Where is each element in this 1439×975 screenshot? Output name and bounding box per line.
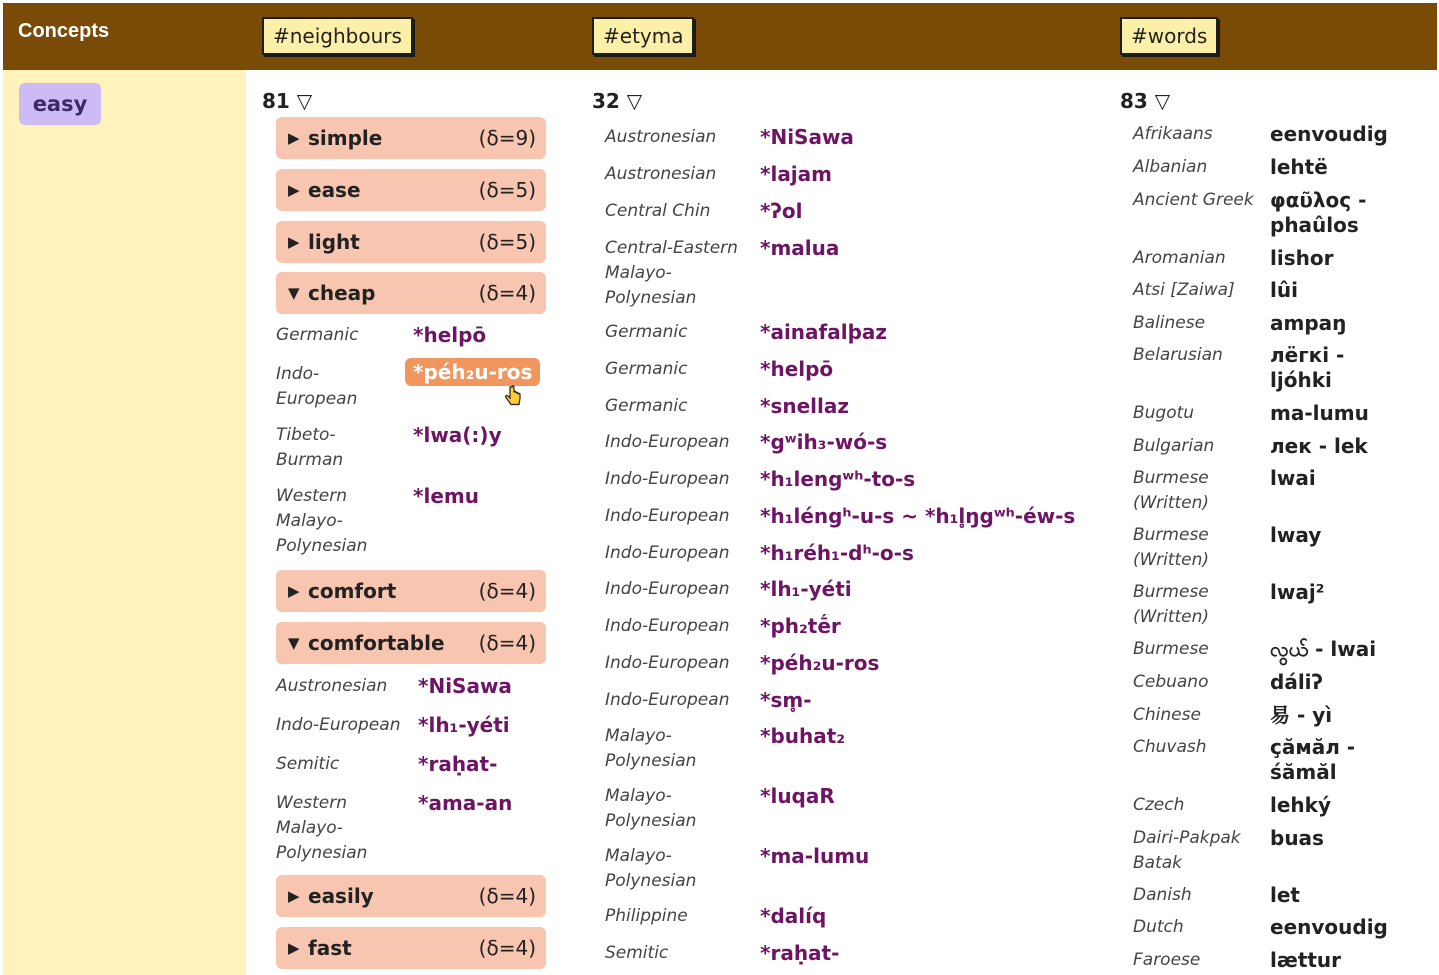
word-form: lwaj²: [1270, 580, 1325, 604]
neighbour-delta: (δ=4): [478, 631, 536, 655]
comfortable-lang: Western Malayo- Polynesian: [276, 793, 368, 863]
word-form: лек - lek: [1270, 434, 1368, 458]
word-form: ampaŋ: [1270, 311, 1347, 335]
word-form: lway: [1270, 523, 1322, 547]
etymon-lang: Indo-European: [605, 469, 730, 489]
neighbour-ease[interactable]: [276, 169, 546, 211]
neighbour-label: easily: [308, 884, 374, 908]
word-lang: Afrikaans: [1133, 124, 1213, 144]
etymon-form[interactable]: *malua: [760, 236, 840, 260]
etymon-lang: Central-Eastern Malayo- Polynesian: [605, 238, 738, 308]
etymon-lang: Philippine: [605, 906, 688, 926]
highlighted-etymon[interactable]: *péh₂u-ros: [405, 358, 540, 386]
etymon-form[interactable]: *dalíq: [760, 904, 827, 928]
cheap-lang: Indo- European: [276, 364, 358, 409]
etymon-lang: Germanic: [605, 359, 688, 379]
word-form: lishor: [1270, 246, 1334, 270]
neighbour-label: fast: [308, 936, 352, 960]
comfortable-lang: Semitic: [276, 754, 340, 774]
etymon-lang: Indo-European: [605, 432, 730, 452]
etymon-form[interactable]: *ainafalþaz: [760, 320, 888, 344]
header-bar: [3, 3, 1437, 70]
etymon-form[interactable]: *snellaz: [760, 394, 850, 418]
word-lang: Atsi [Zaiwa]: [1133, 280, 1235, 300]
neighbour-cheap[interactable]: [276, 272, 546, 314]
word-lang: Burmese (Written): [1133, 468, 1210, 513]
etymon-lang: Malayo- Polynesian: [605, 726, 697, 771]
word-form: buas: [1270, 826, 1324, 850]
triangle-right-icon: ▶: [288, 129, 300, 147]
neighbour-label: simple: [308, 126, 383, 150]
etymon-form[interactable]: *NiSawa: [760, 125, 854, 149]
comfortable-lang: Austronesian: [276, 676, 388, 696]
neighbour-delta: (δ=9): [478, 126, 536, 150]
etymon-form[interactable]: *lajam: [760, 162, 833, 186]
etymon-form[interactable]: *gʷih₃-wó-s: [760, 430, 888, 454]
triangle-right-icon: ▶: [288, 233, 300, 251]
etymon-form[interactable]: *h₁léngʰ-u-s ~ *h₁l̥ŋgʷʰ-éw-s: [760, 504, 1076, 528]
word-form: eenvoudig: [1270, 122, 1388, 146]
neighbour-easily[interactable]: [276, 875, 546, 917]
neighbours-button[interactable]: #neighbours: [262, 17, 413, 55]
word-form: let: [1270, 883, 1300, 907]
word-lang: Faroese: [1133, 950, 1201, 970]
etymon-lang: Germanic: [605, 396, 688, 416]
etymon-form[interactable]: *luqaR: [760, 784, 835, 808]
triangle-down-icon: ▼: [288, 634, 300, 652]
word-lang: Belarusian: [1133, 345, 1223, 365]
word-form: çăмăл - śămăl: [1270, 735, 1356, 784]
cheap-etymon[interactable]: *lemu: [413, 484, 479, 508]
etymon-form[interactable]: *sm̥-: [760, 688, 812, 712]
etymon-lang: Malayo- Polynesian: [605, 786, 697, 831]
word-form: ma-lumu: [1270, 401, 1369, 425]
cheap-lang: Western Malayo- Polynesian: [276, 486, 368, 556]
triangle-right-icon: ▶: [288, 887, 300, 905]
word-form: φαῦλος - phaûlos: [1270, 188, 1367, 237]
word-form: 易 - yì: [1270, 703, 1333, 727]
neighbour-label: ease: [308, 178, 361, 202]
etymon-form[interactable]: *ph₂tḗr: [760, 614, 841, 638]
etyma-button[interactable]: #etyma: [592, 17, 694, 55]
etymon-form[interactable]: *helpō: [760, 357, 834, 381]
comfortable-etymon[interactable]: *NiSawa: [418, 674, 512, 698]
triangle-right-icon: ▶: [288, 582, 300, 600]
etymon-form[interactable]: *raḥat-: [760, 941, 840, 965]
word-lang: Cebuano: [1133, 672, 1209, 692]
etymon-lang: Austronesian: [605, 164, 717, 184]
word-lang: Chinese: [1133, 705, 1201, 725]
word-lang: Dairi-Pakpak Batak: [1133, 828, 1241, 873]
word-lang: Albanian: [1133, 157, 1208, 177]
etymon-lang: Central Chin: [605, 201, 711, 221]
neighbour-comfort[interactable]: [276, 570, 546, 612]
word-form: လွယ် - lwai: [1270, 637, 1377, 661]
etymon-lang: Indo-European: [605, 506, 730, 526]
neighbours-count[interactable]: 81 ▽: [262, 89, 313, 113]
etymon-lang: Indo-European: [605, 579, 730, 599]
neighbour-delta: (δ=4): [478, 579, 536, 603]
etymon-form[interactable]: *péh₂u-ros: [760, 651, 880, 675]
word-lang: Burmese (Written): [1133, 525, 1210, 570]
etymon-lang: Indo-European: [605, 653, 730, 673]
neighbour-label: light: [308, 230, 360, 254]
concepts-title: Concepts: [18, 20, 110, 42]
triangle-right-icon: ▶: [288, 181, 300, 199]
neighbour-delta: (δ=4): [478, 936, 536, 960]
neighbour-fast[interactable]: [276, 927, 546, 969]
word-lang: Bugotu: [1133, 403, 1195, 423]
etymon-lang: Indo-European: [605, 543, 730, 563]
etymon-lang: Germanic: [605, 322, 688, 342]
etymon-form[interactable]: *ʔol: [760, 199, 803, 223]
neighbour-delta: (δ=5): [478, 178, 536, 202]
hand-cursor-icon: [504, 385, 522, 409]
neighbour-label: cheap: [308, 281, 376, 305]
etymon-lang: Semitic: [605, 943, 669, 963]
etyma-count[interactable]: 32 ▽: [592, 89, 643, 113]
neighbour-simple[interactable]: [276, 117, 546, 159]
comfortable-etymon[interactable]: *raḥat-: [418, 752, 498, 776]
word-form: lættur: [1270, 948, 1342, 972]
comfortable-lang: Indo-European: [276, 715, 401, 735]
etymon-form[interactable]: *buhat₂: [760, 724, 846, 748]
word-lang: Chuvash: [1133, 737, 1207, 757]
word-lang: Danish: [1133, 885, 1192, 905]
etymon-lang: Austronesian: [605, 127, 717, 147]
comfortable-etymon[interactable]: *lh₁-yéti: [418, 713, 510, 737]
word-form: lehký: [1270, 793, 1331, 817]
word-lang: Dutch: [1133, 917, 1184, 937]
concepts-sidebar: [3, 70, 246, 975]
concept-chip-easy[interactable]: easy: [19, 83, 101, 125]
word-form: lehtë: [1270, 155, 1328, 179]
neighbour-light[interactable]: [276, 221, 546, 263]
cheap-etymon[interactable]: *lwa(:)y: [413, 423, 502, 447]
cheap-lang: Germanic: [276, 325, 359, 345]
word-lang: Aromanian: [1133, 248, 1226, 268]
comfortable-etymon[interactable]: *ama-an: [418, 791, 513, 815]
word-lang: Balinese: [1133, 313, 1206, 333]
word-lang: Burmese (Written): [1133, 582, 1210, 627]
etymon-form[interactable]: *lh₁-yéti: [760, 577, 852, 601]
etymon-form[interactable]: *ma-lumu: [760, 844, 870, 868]
etymon-lang: Indo-European: [605, 690, 730, 710]
word-lang: Czech: [1133, 795, 1185, 815]
word-form: lûi: [1270, 278, 1298, 302]
triangle-down-icon: ▼: [288, 284, 300, 302]
word-form: dáliʔ: [1270, 670, 1323, 694]
cheap-etymon[interactable]: [405, 360, 540, 385]
triangle-right-icon: ▶: [288, 939, 300, 957]
cheap-lang: Tibeto- Burman: [276, 425, 344, 470]
neighbour-delta: (δ=4): [478, 884, 536, 908]
word-lang: Bulgarian: [1133, 436, 1215, 456]
word-lang: Ancient Greek: [1133, 190, 1254, 210]
app-frame: [3, 3, 1437, 975]
neighbour-label: comfort: [308, 579, 397, 603]
etymon-form[interactable]: *h₁réh₁-dʰ-o-s: [760, 541, 914, 565]
cheap-etymon[interactable]: *helpō: [413, 323, 487, 347]
word-lang: Burmese: [1133, 639, 1209, 659]
etymon-lang: Indo-European: [605, 616, 730, 636]
etymon-form[interactable]: *h₁lengʷʰ-to-s: [760, 467, 916, 491]
neighbour-label: comfortable: [308, 631, 445, 655]
neighbour-comfortable[interactable]: [276, 622, 546, 664]
etymon-lang: Malayo- Polynesian: [605, 846, 697, 891]
words-count[interactable]: 83 ▽: [1120, 89, 1171, 113]
word-form: лёгкі - ljóhki: [1270, 343, 1345, 392]
neighbour-delta: (δ=5): [478, 230, 536, 254]
neighbour-delta: (δ=4): [478, 281, 536, 305]
words-button[interactable]: #words: [1120, 17, 1218, 55]
word-form: lwai: [1270, 466, 1316, 490]
word-form: eenvoudig: [1270, 915, 1388, 939]
